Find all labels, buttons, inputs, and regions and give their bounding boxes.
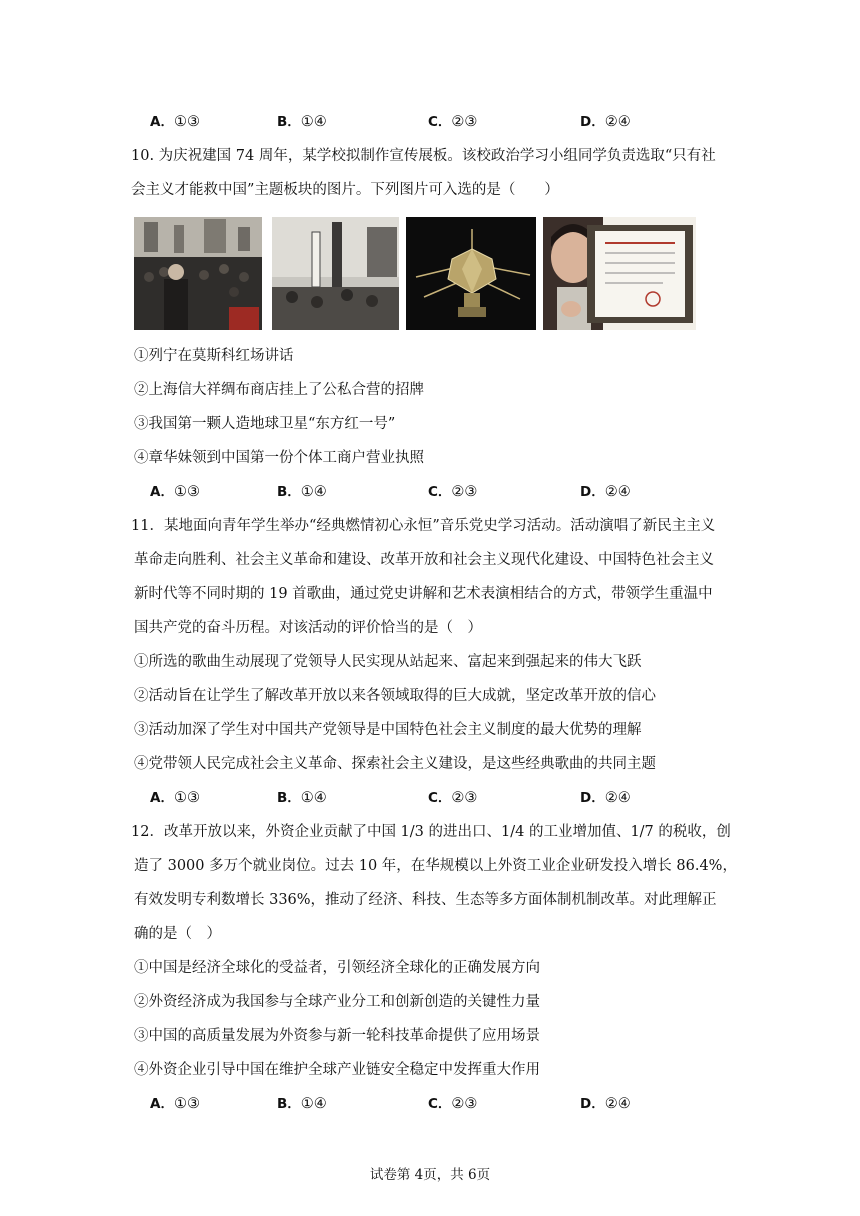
q10-stem-line-1: 10. 为庆祝建国 74 周年，某学校拟制作宣传展板。该校政治学习小组同学负责选取“只有社	[131, 148, 716, 164]
q12-stem-line-1: 12．改革开放以来，外资企业贡献了中国 1/3 的进出口、1/4 的工业增加值、1/7 的税收，创	[131, 824, 731, 840]
q11-statement-1: ①所选的歌曲生动展现了党领导人民实现从站起来、富起来到强起来的伟大飞跃	[134, 654, 642, 670]
q12-option-d: D．②④	[580, 1096, 631, 1112]
q10-option-b: B．①④	[277, 484, 327, 500]
q10-statement-3: ③我国第一颗人造地球卫星“东方红一号”	[134, 416, 396, 432]
q12-statement-3: ③中国的高质量发展为外资参与新一轮科技革命提供了应用场景	[134, 1028, 540, 1044]
lenin-red-square-photo	[134, 217, 262, 330]
q11-option-c: C．②③	[428, 790, 478, 806]
q10-statement-2: ②上海信大祥绸布商店挂上了公私合营的招牌	[134, 382, 424, 398]
joint-ownership-store-photo	[272, 217, 399, 330]
q11-statement-2: ②活动旨在让学生了解改革开放以来各领域取得的巨大成就，坚定改革开放的信心	[134, 688, 656, 704]
q12-stem-line-4: 确的是（ ）	[134, 926, 221, 942]
q11-statement-4: ④党带领人民完成社会主义革命、探索社会主义建设，是这些经典歌曲的共同主题	[134, 756, 656, 772]
q10-statement-1: ①列宁在莫斯科红场讲话	[134, 348, 294, 364]
page-footer: 试卷第 4页，共 6页	[369, 1167, 491, 1183]
dongfanghong-satellite-photo	[406, 217, 536, 330]
q12-statement-2: ②外资经济成为我国参与全球产业分工和创新创造的关键性力量	[134, 994, 540, 1010]
q9-option-b: B．①④	[277, 114, 327, 130]
q9-option-c: C．②③	[428, 114, 478, 130]
q11-stem-line-2: 革命走向胜利、社会主义革命和建设、改革开放和社会主义现代化建设、中国特色社会主义	[134, 552, 714, 568]
q10-statement-4: ④章华妹领到中国第一份个体工商户营业执照	[134, 450, 424, 466]
q12-option-c: C．②③	[428, 1096, 478, 1112]
q10-option-c: C．②③	[428, 484, 478, 500]
q12-options	[150, 1094, 670, 1114]
q11-options	[150, 788, 670, 808]
q9-option-a: A．①③	[150, 114, 200, 130]
q11-stem-line-4: 国共产党的奋斗历程。对该活动的评价恰当的是（ ）	[134, 620, 482, 636]
q12-statement-1: ①中国是经济全球化的受益者，引领经济全球化的正确发展方向	[134, 960, 540, 976]
q11-option-d: D．②④	[580, 790, 631, 806]
zhang-huamei-license-photo	[543, 217, 696, 330]
q11-stem-line-3: 新时代等不同时期的 19 首歌曲，通过党史讲解和艺术表演相结合的方式，带领学生重温中	[134, 586, 713, 602]
q11-option-b: B．①④	[277, 790, 327, 806]
q12-stem-line-3: 有效发明专利数增长 336%，推动了经济、科技、生态等多方面体制机制改革。对此理解正	[134, 892, 717, 908]
q11-option-a: A．①③	[150, 790, 200, 806]
q9-options	[150, 112, 670, 132]
q12-statement-4: ④外资企业引导中国在维护全球产业链安全稳定中发挥重大作用	[134, 1062, 540, 1078]
q12-stem-line-2: 造了 3000 多万个就业岗位。过去 10 年，在华规模以上外资工业企业研发投入增长 86.4%，	[134, 858, 737, 874]
q10-stem-line-2: 会主义才能救中国”主题板块的图片。下列图片可入选的是（ ）	[131, 182, 559, 198]
q11-statement-3: ③活动加深了学生对中国共产党领导是中国特色社会主义制度的最大优势的理解	[134, 722, 642, 738]
q10-options	[150, 482, 670, 502]
q12-option-b: B．①④	[277, 1096, 327, 1112]
q12-option-a: A．①③	[150, 1096, 200, 1112]
q10-option-a: A．①③	[150, 484, 200, 500]
q11-stem-line-1: 11．某地面向青年学生举办“经典燃情初心永恒”音乐党史学习活动。活动演唱了新民主主义	[131, 518, 716, 534]
q9-option-d: D．②④	[580, 114, 631, 130]
q10-option-d: D．②④	[580, 484, 631, 500]
